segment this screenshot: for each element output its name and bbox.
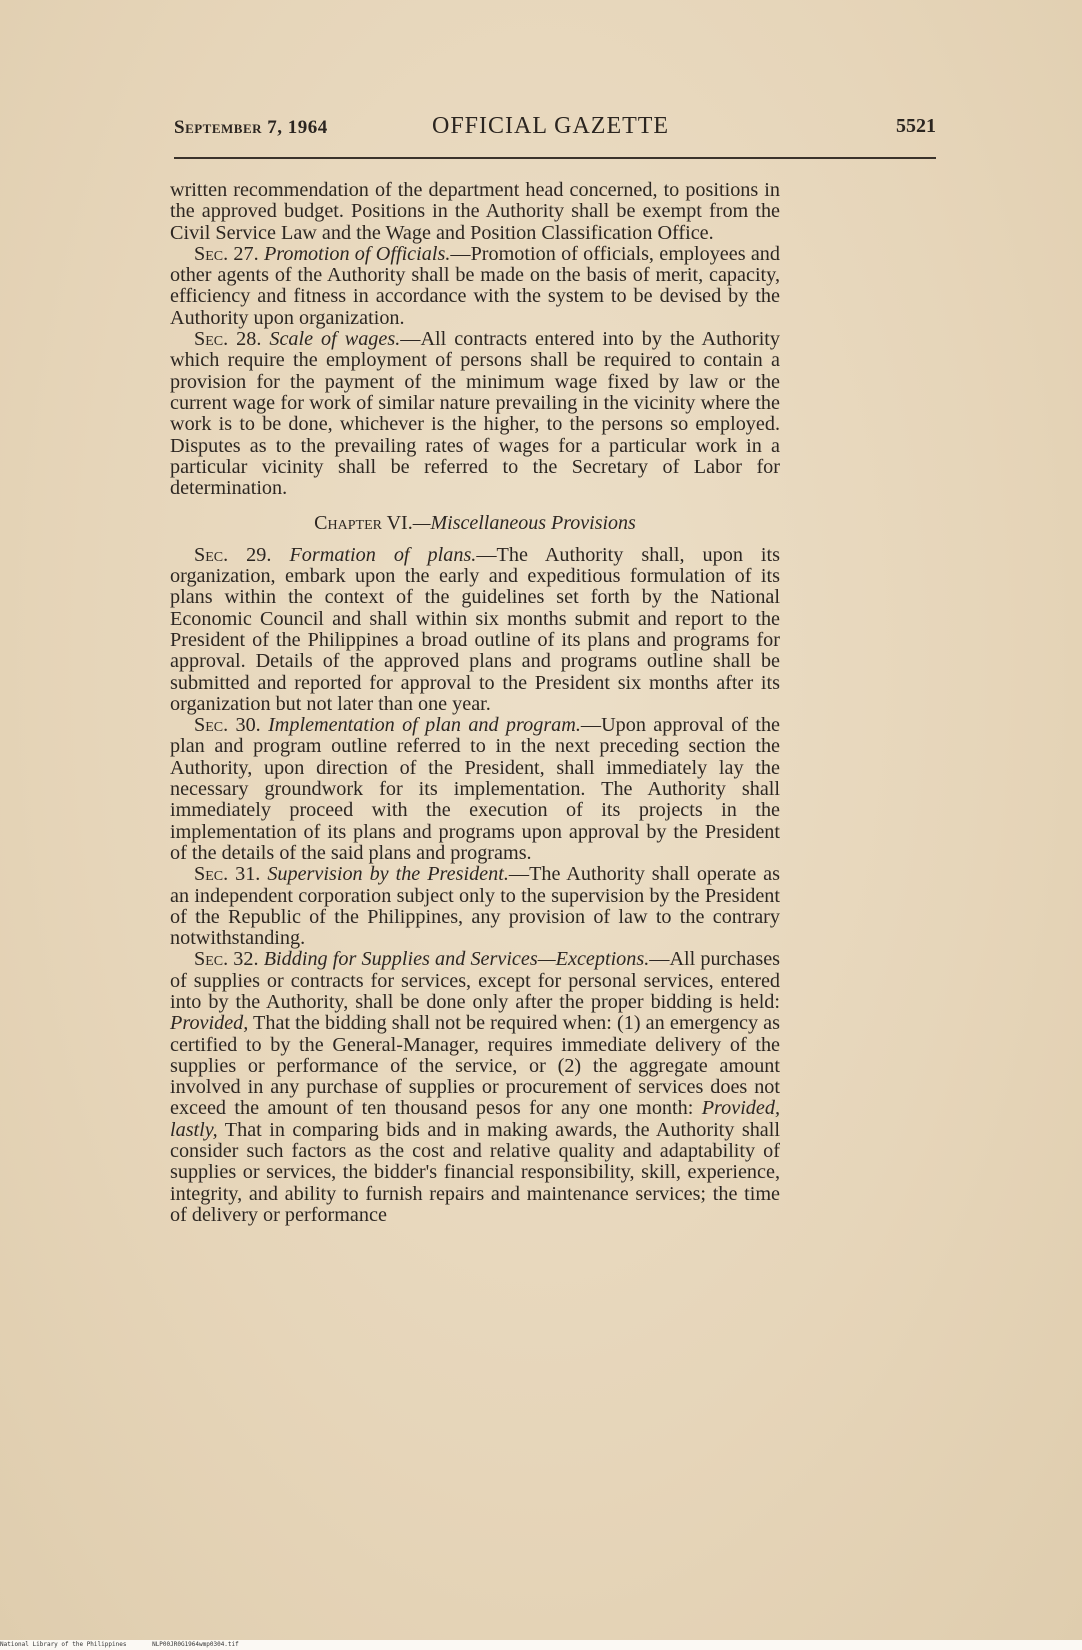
section-28 [170, 329, 780, 499]
page-number: 5521 [896, 115, 936, 137]
section-text: —Upon approval of the plan and program outline referred to in the next preceding section the Authority, upon direction of the President, shall immediately lay the necessary groundwork for its implementation. The Authority shall immediately proceed with the execution of its projects in the implementation of its plans and programs upon approval by the President of the details of the said plans and programs. [170, 714, 781, 864]
footer-library: National Library of the Philippines [0, 1641, 127, 1648]
section-text: That in comparing bids and in making awards, the Authority shall consider such factors as the cost and relative quality and adaptability of supplies or services, the bidder's financial responsibility, skill, experience, integrity, and ability to furnish repairs and maintenance services; the time of delivery or performance [170, 1118, 780, 1226]
section-title: Supervision by the President. [267, 863, 509, 886]
section-number: Sec. 32. [194, 948, 259, 971]
section-29 [170, 545, 780, 715]
section-27 [170, 244, 780, 329]
page-header [174, 113, 936, 149]
section-text: —Promotion of officials, employees and other agents of the Authority shall be made on the basis of merit, capacity, efficiency and fitness in accordance with the system to be devised by the Authority upon organization. [170, 242, 780, 329]
section-title: Formation of plans. [289, 543, 477, 566]
section-text: —The Authority shall operate as an independent corporation subject only to the supervision by the President of the Republic of the Philippines, any provision of law to the contrary notwithstanding. [170, 863, 780, 950]
section-32 [170, 949, 780, 1226]
section-number: Sec. 27. [194, 242, 259, 265]
provided-clause: Provided, [170, 1012, 249, 1035]
scan-footer [0, 1641, 261, 1648]
header-date: September 7, 1964 [174, 117, 328, 138]
section-number: Sec. 28. [194, 328, 262, 351]
section-text: —The Authority shall, upon its organization, embark upon the early and expeditious formulation of its plans within the context of the guidelines set forth by the National Economic Council and shall within six months submit and report to the President of the Philippines a broad outline of its plans and programs for approval. Details of the approved plans and programs outline shall be submitted and reported for approval to the President six months after its organization but not later than one year. [170, 543, 780, 715]
footer-file-id: NLP00JR0G1964wmp0304.tif [152, 1641, 239, 1648]
section-text: —All purchases of supplies or contracts for services, except for personal services, entered into by the Authority, shall be done only after the proper bidding is held: [170, 948, 781, 1013]
section-number: Sec. 31. [194, 863, 261, 886]
provided-lastly-clause: Provided, lastly, [170, 1097, 780, 1141]
section-title: Scale of wages. [269, 328, 401, 351]
section-title: Bidding for Supplies and Services—Exceptions. [263, 948, 650, 971]
chapter-heading [170, 513, 780, 534]
section-number: Sec. 29. [194, 543, 272, 566]
section-title: Promotion of Officials. [263, 242, 451, 265]
body-text [170, 180, 780, 1226]
section-text: —All contracts entered into by the Authority which require the employment of persons shall be required to contain a provision for the payment of the minimum wage fixed by law or the current wage for work of similar nature prevailing in the vicinity where the work is to be done, whichever is the higher, to the persons so employed. Disputes as to the prevailing rates of wages for a particular work in a particular vicinity shall be referred to the Secretary of Labor for determination. [170, 328, 780, 500]
section-title: Implementation of plan and program. [268, 714, 581, 737]
section-number: Sec. 30. [194, 714, 261, 737]
header-title: OFFICIAL GAZETTE [432, 113, 670, 139]
section-31 [170, 864, 780, 949]
paragraph-intro: written recommendation of the department head concerned, to positions in the approved budget. Positions in the Authority shall be exempt from the Civil Service Law and the Wage and Position Classification Office. [170, 179, 780, 244]
chapter-label: Chapter VI. [314, 512, 413, 535]
section-text: That the bidding shall not be required when: (1) an emergency as certified to by the General-Manager, requires immediate delivery of the supplies or performance of the service, or (2) the aggregate amount involved in any purchase of supplies or procurement of services does not exceed the amount of ten thousand pesos for any one month: [170, 1012, 780, 1120]
header-rule [174, 157, 936, 159]
section-30 [170, 715, 780, 864]
chapter-title: —Miscellaneous Provisions [412, 512, 636, 535]
